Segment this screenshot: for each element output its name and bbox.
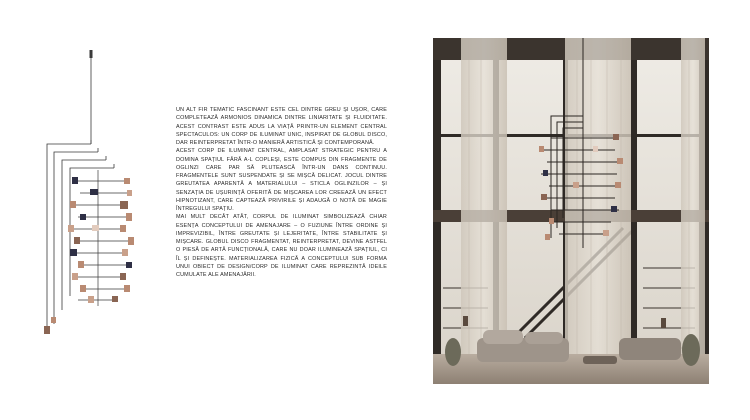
interior-render-drawing <box>433 38 709 384</box>
paragraph-central-lamp: ACEST CORP DE ILUMINAT CENTRAL, AMPLASAT STRATEGIC PENTRU A DOMINA SPAȚIUL FĂRĂ A-L COPLEȘI, ESTE COMPUS DIN FRAGMENTE DE OGLINZI CARE PAR SĂ PLUTEASCĂ ÎNTR-UN DANS CONTINUU. FRAGMENTELE SUNT SUSPENDATE ȘI SE MIȘCĂ DELICAT. JOCUL DINTRE GREUTATEA APARENTĂ A MATERIALULUI – STICLA OGLINZILOR – ȘI SENZAȚIA DE UȘURINȚĂ OFERITĂ DE MIȘCAREA LOR CREEAZĂ UN EFECT HIPNOTIZANT, CARE CAPTEAZĂ PRIVIRILE ȘI ADAUGĂ O NOTĂ DE MAGIE ÎNTREGULUI SPAȚIU. <box>176 148 387 212</box>
paragraph-concept-essence: MAI MULT DECÂT ATÂT, CORPUL DE ILUMINAT SIMBOLIZEAZĂ CHIAR ESENȚA CONCEPTULUI DE AMENAJARE – O FUZIUNE ÎNTRE ORDINE ȘI IMPREVIZIBIL, ÎNTRE GREUTATE ȘI LEJERITATE, ÎNTRE STABILITATE ȘI MIȘCARE. GLOBUL DISCO FRAGMENTAT, REINTERPRETAT, DEVINE ASTFEL O PIESĂ DE ARTĂ FUNCȚIONALĂ, CARE NU DOAR ILUMINEAZĂ SPAȚIUL, CI ÎL ȘI DEFINEȘTE. MATERIALIZAREA FIZICĂ A CONCEPTULUI SUB FORMA UNUI OBIECT DE DESIGN/CORP DE ILUMINAT CARE REPREZINTĂ IDEILE CUMULATE ALE AMENAJĂRII. <box>176 214 387 278</box>
pendant-lamp-drawing <box>40 44 150 344</box>
pendant-lamp-illustration <box>40 44 150 344</box>
interior-render-image <box>433 38 709 384</box>
paragraph-heavy-light: UN ALT FIR TEMATIC FASCINANT ESTE CEL DINTRE GREU ȘI UȘOR, CARE COMPLETEAZĂ ARMONIOS DINAMICA DINTRE LINIARITATE ȘI FLUIDITATE. ACEST CONTRAST ESTE ADUS LA VIAȚĂ PRINTR-UN ELEMENT CENTRAL SPECTACULOS: UN CORP DE ILUMINAT UNIC, INSPIRAT DE GLOBUL DISCO, DAR REINTERPRETAT ÎNTR-O MANIERĂ ARTISTICĂ ȘI CONTEMPORANĂ. <box>176 107 387 146</box>
concept-description <box>176 106 387 279</box>
